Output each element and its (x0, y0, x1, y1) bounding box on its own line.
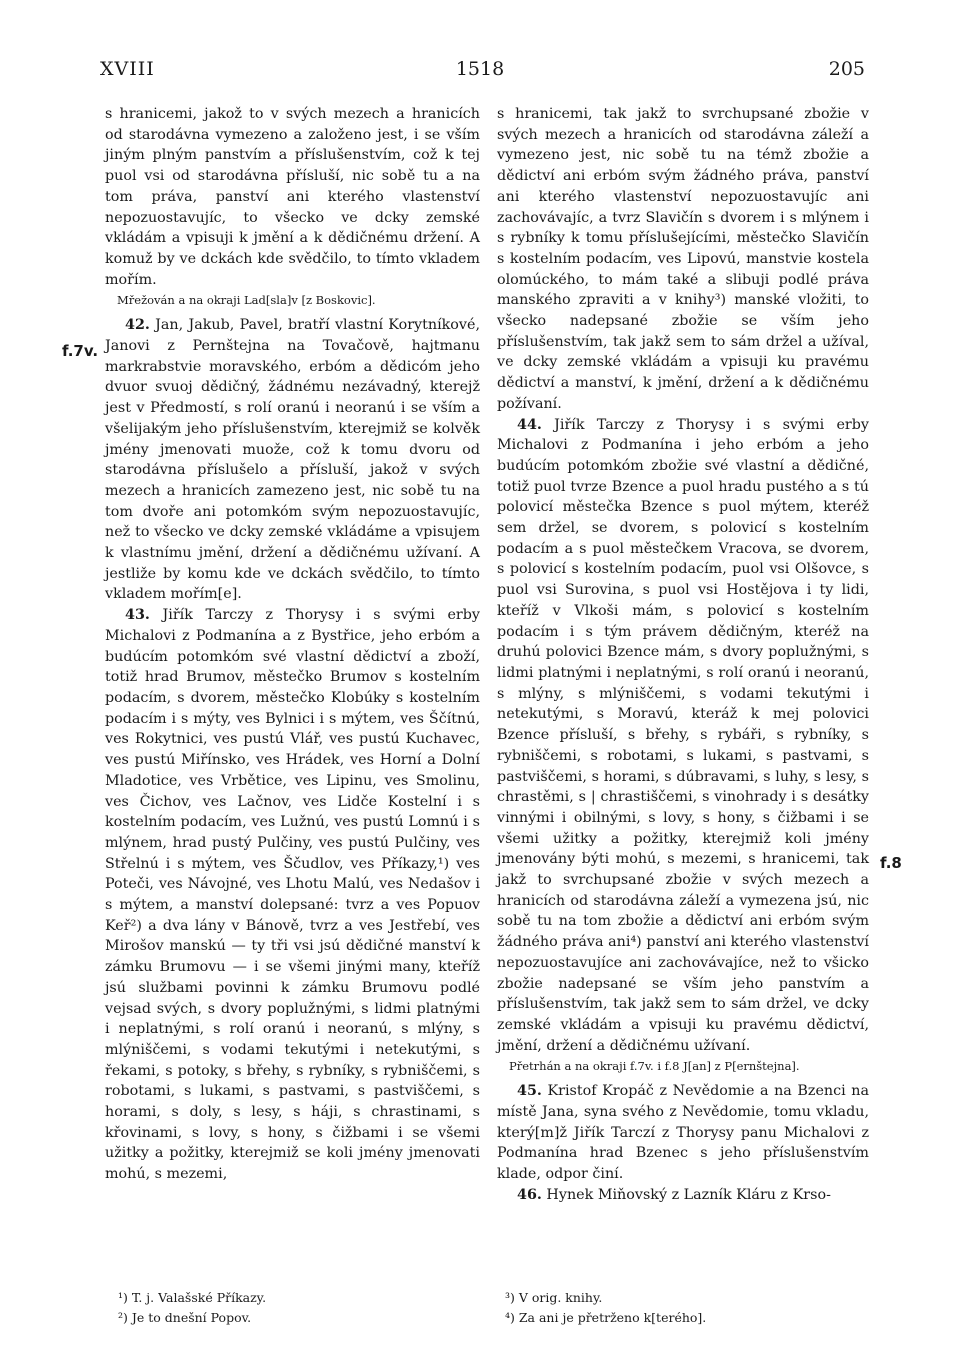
entry-number: 44. (517, 416, 542, 433)
left-column (105, 104, 480, 1185)
entry-42 (105, 315, 480, 605)
entry-45 (497, 1081, 869, 1185)
entry-44 (497, 415, 869, 1057)
entry-number: 42. (125, 317, 150, 334)
chapter-number: XVIII (100, 58, 155, 80)
footnote: ³) V orig. knihy. (505, 1290, 603, 1305)
year-heading: 1518 (455, 58, 505, 80)
footnote: ²) Je to dnešní Popov. (118, 1310, 252, 1325)
entry-text: Jan, Jakub, Pavel, bratří vlastní Korytníkové, Janovi z Pernštejna na Tovačově, hajtmanu markrabstvie moravského, erbóm a dědicóm jeho dvuor svuoj dědičný, žádnému nezávadný, kterejž jest v Předmostí, s rolí oranú i neoranú i se vším a všelijakým jeho příslušenstvím, kterejmiž se kolvěk jmény jmenovati muože, což k tomu dvoru od starodávna příslušelo a přísluší, jakož v svých mezech a hranicích zamezeno jest, nic sobě tu na tom dvoře ani potomkóm svým nepozuostavujíc, než to všecko ve dcky zemské vkládáme a vpisujem k vlastnímu jmění, držení a dědičnému užívaní. A jestliže by komu kde ve dckách svědčilo, to tímto vkladem mořím[e]. (105, 317, 480, 603)
entry-text: Hynek Miňovský z Lazník Kláru z Krso- (546, 1186, 831, 1203)
entry-text: Jiřík Tarczy z Thorysy i s svými erby Michalovi z Podmanína i jeho erbóm a jeho budúcím potomkóm zbožie své vlastní a dědičné, totiž puol tvrze Bzence a puol hradu pustého a s tú polovicí městečka Bzence s puol mýtem, kteréž sem držel, se dvorem, s polovicí s kostelním podacím a s puol městečkem Vracova, se dvorem, s polovicí s kostelním podacím, puol vsi Olšovce, s puol vsi Surovina, s puol vsi Hostějova i ty lidi, kteříž v Vlkoši mám, s polovicí s kostelním podacím i s tým právem dědičným, kteréž na druhú polovici Bzence mám, s dvory poplužnými, s lidmi platnými i neplatnými, s rolí oranú i neoranú, s mlýny, s mlýniščemi, s vodami tekutými i netekutými, s Moravú, kteráž k mej polovici Bzence přísluší, s břehy, s rybáři, s rybníky, s rybniščemi, s robotami, s lukami, s pastvami, s pastviščemi, s horami, s dúbravami, s luhy, s lesy, s chrastěmi, s | chrastiščemi, s vinohrady i s desátky vinnými i obilnými, s lovy, s hony, s čižbami i se všemi užitky a požitky, kterejmiž koli jmény jmenovány býti mohú, s mezemi, s hranicemi, tak jakž to svrchupsané zbožie v svých mezech a hranicích od starodávna záleží a vymezena jsú, nic sobě tu na tom zbožie a dědictví ani erbóm svým žádného práva ani⁴) panství ani kterého vlastenství nepozuostavujíce ani zachovávajíce, než to všicko zbožie nadepsané se vším jeho panstvím a příslušenstvím, tak jakž sem to sám držel, ve dcky zemské vkládám a vpisuji ku pravému dědictví, jmění, držení a dědičnému užívaní. (497, 416, 869, 1054)
entry-43 (105, 605, 480, 1185)
page-number: 205 (828, 58, 865, 80)
entry-number: 46. (517, 1186, 542, 1203)
entry-number: 45. (517, 1083, 542, 1100)
paragraph-continuation: s hranicemi, tak jakž to svrchupsané zbožie v svých mezech a hranicích od starodávna záleží a vymezeno jest, nic sobě tu na témž zbožie a dědictví ani erbóm svým žádného práva, panství ani kterého vlastenství nepozuostavujíc ani zachovávajíc, a tvrz Slavičín s dvorem i s mlýnem i s rybníky k tomu příslušejícími, městečko Slavičín s kostelním podacím, ves Lipovú, manstvie kostela olomúckého, to mám také a slibuji podlé práva manského zpraviti a v knihy³) manské vložiti, to všecko nadepsané zbožie se vším jeho příslušenstvím, tak jakž sem to sám držel a užíval, ve dcky zemské vkládám a vpisuji ku pravému dědictví a manství, k jmění, držení a k dědičnému požívaní. (497, 106, 869, 412)
margin-note-folio-left: f.7v. (62, 342, 99, 360)
paragraph-continuation: s hranicemi, jakož to v svých mezech a hranicích od starodávna vymezeno a založeno jest, i se vším jiným plným panstvím a příslušenstvím, což k tej puol vsi od starodávna přísluší, nic sobě tu a na tom práva, panství ani kterého vlastenství nepozuostavujíc, to všecko ve dcky zemské vkládám a vpisuji k jmění a k dědičnému držení. A komuž by ve dckách kde svědčilo, to tímto vkladem mořím. (105, 106, 480, 288)
entry-text: Kristof Kropáč z Nevědomie a na Bzenci na místě Jana, syna svého z Nevědomie, tomu vkladu, který[m]ž Jiřík Tarczí z Thorysy panu Michalovi z Podmanína hrad Bzenec s jeho příslušenstvím klade, odpor činí. (497, 1083, 869, 1183)
margin-note-folio-right: f.8 (880, 854, 902, 872)
page-header (0, 58, 960, 88)
entry-text: Jiřík Tarczy z Thorysy i s svými erby Michalovi z Podmanína a z Bystřice, jeho erbóm a budúcím potomkóm své vlastní dědictví a zboží, totiž hrad Brumov, městečko Brumov s kostelním podacím, s dvorem, městečko Klobúky s kostelním podacím i s mýty, ves Bylnici i s mýtem, ves Ščítnú, ves Rokytnici, ves pustú Vlář, ves pustú Kuchavec, ves pustú Miřínsko, ves Hrádek, ves Horní a Dolní Mladotice, ves Vrbětice, ves Lipinu, ves Smolinu, ves Čichov, ves Lačnov, ves Lidče Kostelní i s kostelním podacím, ves Lužnú, ves pustú Lomnú i s mlýnem, hrad pustý Pulčiny, ves pustú Pulčiny, ves Střelnú i s mýtem, ves Ščudlov, ves Příkazy,¹) ves Poteči, ves Návojné, ves Lhotu Malú, ves Nedašov i s mýtem, a manství dolepsané: tvrz a ves Popuov Keř²) a dva lány v Bánově, tvrz a ves Jestřebí, ves Mirošov manskú — ty tři vsi jsú dědičné manství k zámku Brumovu — i se všemi jinými many, kteříž jsú službami povinni k zámku Brumovu podlé vejsad svých, s dvory poplužnými, s lidmi platnými i neplatnými, s rolí oranú i neoranú, s mlýny, s mlýniščemi, s vodami tekutými i netekutými, s řekami, s potoky, s břehy, s rybníky, s rybniščemi, s robotami, s lukami, s pastvami, s pastviščemi, s horami, s doly, s lesy, s háji, s chrastinami, s křovinami, s lovy, s hony, s čižbami i se všemi užitky a požitky, kterejmiž se koli jmény jmenovati mohú, s mezemi, (105, 607, 480, 1183)
footnote: ¹) T. j. Valašské Příkazy. (118, 1290, 267, 1305)
footnotes-right (505, 1288, 706, 1328)
footnote: ⁴) Za ani je přetrženo k[terého]. (505, 1310, 707, 1325)
right-column (497, 104, 869, 1206)
entry-46 (497, 1185, 869, 1206)
footnotes-left (118, 1288, 266, 1328)
editorial-note: Mřežován a na okraji Lad[sla]v [z Boskovic]. (117, 293, 376, 308)
entry-number: 43. (125, 607, 150, 624)
editorial-note: Přetrhán a na okraji f.7v. i f.8 J[an] z P[ernštejna]. (509, 1059, 800, 1074)
